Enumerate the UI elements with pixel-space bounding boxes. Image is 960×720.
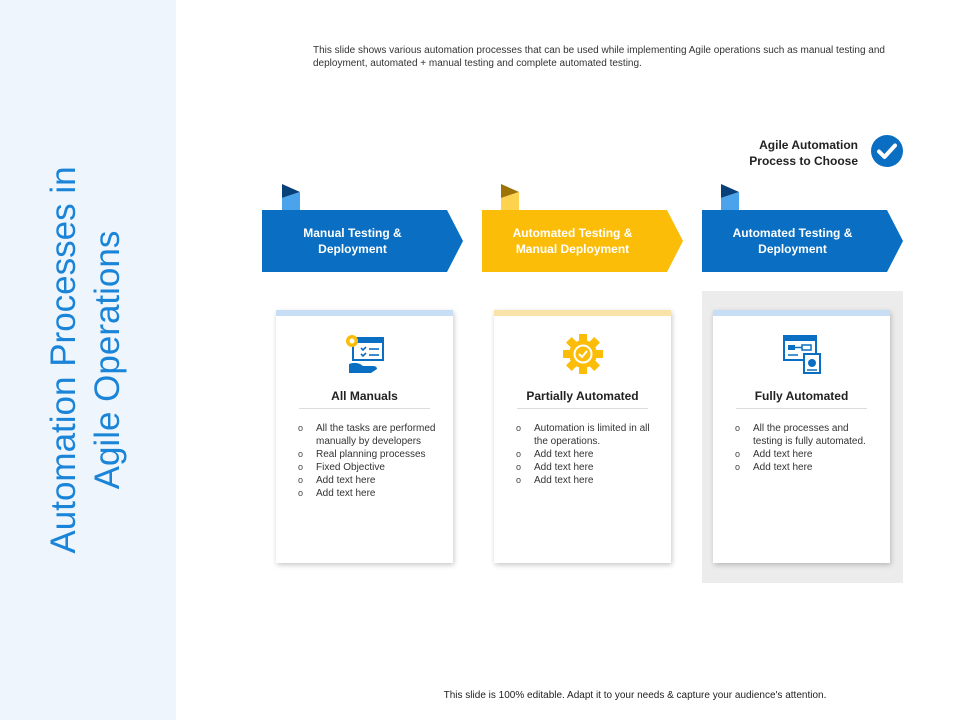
step-1-flag-icon	[282, 184, 302, 212]
card-fully-automated	[713, 310, 890, 563]
step-1-label: Manual Testing & Deployment	[303, 226, 402, 256]
step-3-label: Automated Testing & Deployment	[732, 226, 853, 256]
card-top-bar	[276, 310, 453, 316]
step-2-label: Automated Testing & Manual Deployment	[512, 226, 633, 256]
list-item: o All the tasks are performed manually by developers	[296, 422, 436, 448]
card-title: Partially Automated	[526, 389, 639, 403]
step-2-flag-icon	[501, 184, 521, 212]
list-item: o Add text here	[733, 461, 873, 474]
card-divider	[299, 408, 430, 409]
card-divider	[517, 408, 648, 409]
step-1-arrow	[262, 210, 464, 272]
list-item: o Real planning processes	[296, 448, 436, 461]
checkmark-circle-icon	[870, 134, 904, 168]
card-title: All Manuals	[331, 389, 398, 403]
manual-settings-icon	[343, 332, 387, 376]
list-item: o Add text here	[514, 474, 654, 487]
list-item: o All the processes and testing is fully automated.	[733, 422, 873, 448]
list-item: o Add text here	[514, 448, 654, 461]
list-item: o Automation is limited in all the operations.	[514, 422, 654, 448]
list-item: o Add text here	[514, 461, 654, 474]
card-title: Fully Automated	[754, 389, 849, 403]
card-top-bar	[494, 310, 671, 316]
list-item: o Add text here	[733, 448, 873, 461]
card-divider	[736, 408, 867, 409]
step-3-flag-icon	[721, 184, 741, 212]
list-item: o Add text here	[296, 487, 436, 500]
card-bullet-list	[514, 422, 654, 487]
card-all-manuals	[276, 310, 453, 563]
step-3-arrow	[702, 210, 904, 272]
card-top-bar	[713, 310, 890, 316]
list-item: o Add text here	[296, 474, 436, 487]
list-item: o Fixed Objective	[296, 461, 436, 474]
card-bullet-list	[733, 422, 873, 474]
legend	[720, 132, 910, 172]
workflow-document-icon	[780, 332, 824, 376]
card-bullet-list	[296, 422, 436, 500]
slide-title: Automation Processes in Agile Operations	[44, 166, 127, 554]
sidebar-panel	[0, 0, 176, 720]
legend-label: Agile Automation Process to Choose	[749, 138, 858, 168]
footer-note: This slide is 100% editable. Adapt it to your needs & capture your audience's attention.	[443, 690, 827, 701]
gear-check-icon	[561, 332, 605, 376]
intro-text: This slide shows various automation processes that can be used while implementing Agile operations such as manual testing and deployment, automated + manual testing and complete automated testing.	[313, 45, 885, 69]
card-partially-automated	[494, 310, 671, 563]
step-2-arrow	[482, 210, 684, 272]
